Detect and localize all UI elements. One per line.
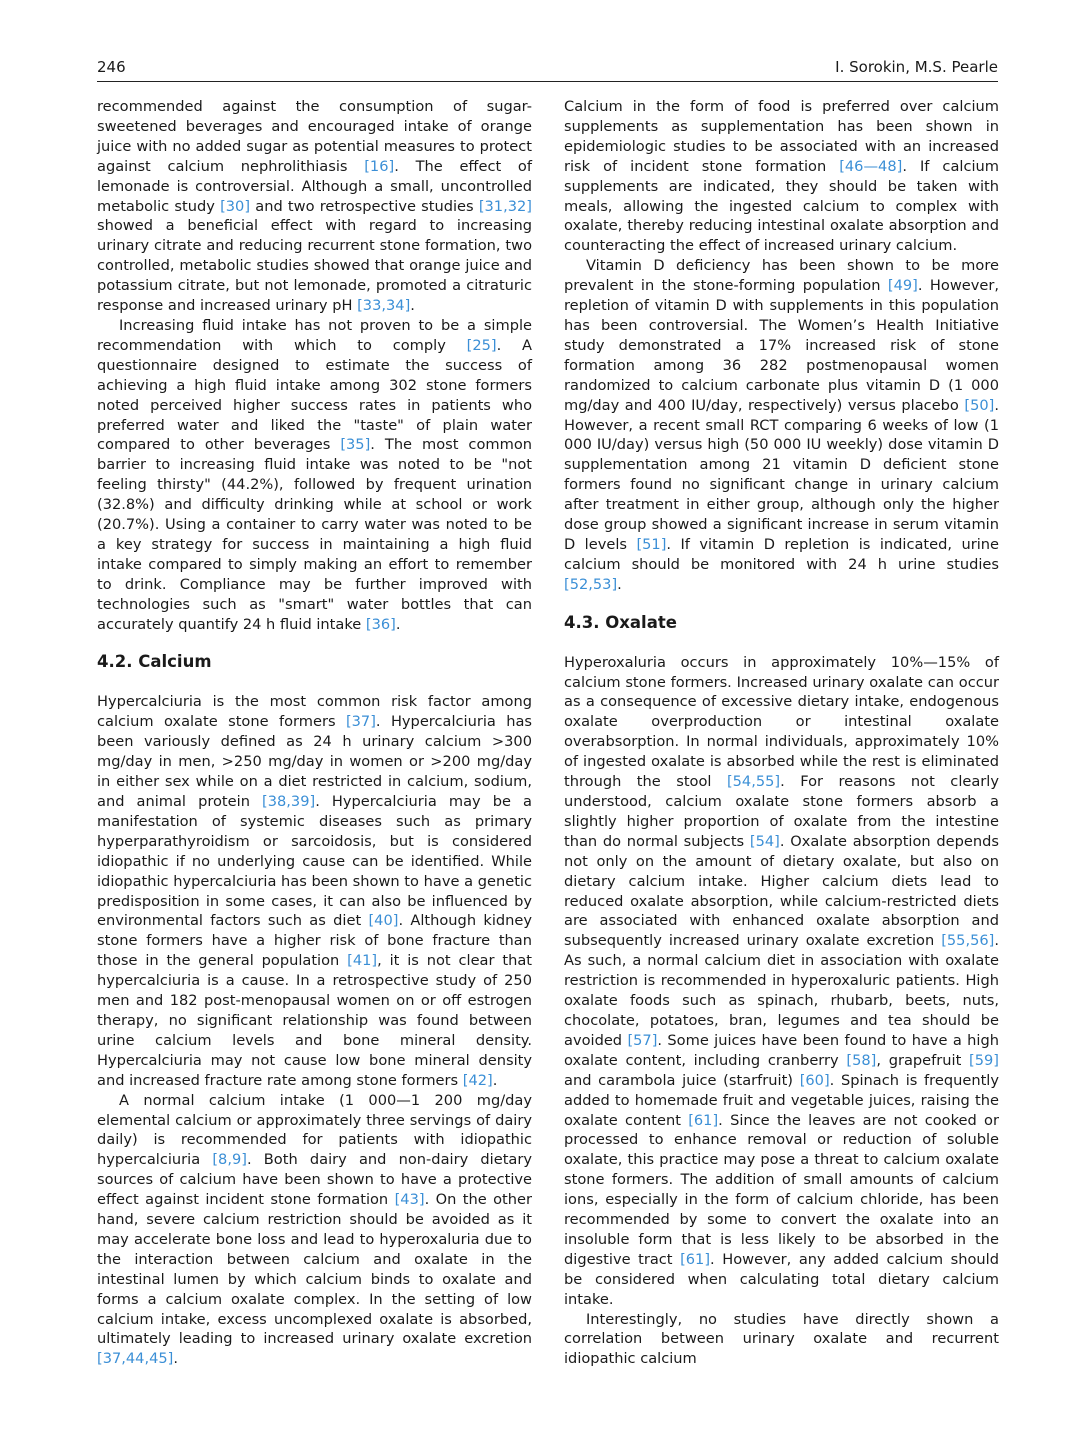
body-text: and two retrospective studies <box>250 197 479 215</box>
citation-link[interactable]: [38,39] <box>262 793 316 810</box>
paragraph <box>97 316 532 635</box>
body-text: Hyperoxaluria occurs in approximately 10%—15% of calcium stone formers. Increased urinary oxalate can occur as a consequence of excessive dietary intake, endogenous oxalate overproduction or intestinal oxalate overabsorption. In normal individuals, approximately 10% of ingested oxalate is absorbed while the rest is eliminated through the stool <box>564 653 999 791</box>
citation-link[interactable]: [16] <box>364 157 395 175</box>
page-header <box>97 58 998 80</box>
citation-link[interactable]: [41] <box>347 952 378 970</box>
body-text: . Some juices have been found to have a high oxalate content, including cranberry <box>564 1031 999 1069</box>
citation-link[interactable]: [58] <box>846 1051 877 1069</box>
citation-link[interactable]: [57] <box>627 1031 658 1049</box>
body-text: . For reasons not clearly understood, calcium oxalate stone formers absorb a slightly higher proportion of oxalate from the intestine than do normal subjects <box>564 773 999 850</box>
page-number: 246 <box>97 58 126 76</box>
citation-link[interactable]: [49] <box>887 277 918 295</box>
body-text: . <box>617 575 622 593</box>
body-text: . <box>395 615 401 633</box>
citation-link[interactable]: [35] <box>340 436 371 454</box>
body-text: . The most common barrier to increasing fluid intake was noted to be "not feeling thirsty" (44.2%), followed by frequent urination (32.8%) and difficulty drinking while at school or work (20.7%). Using a container to carry water was noted to be a key strategy for success in maintaining a high fluid intake compared to simply making an effort to remember to drink. Compliance may be further improved with technologies such as "smart" water bottles that can accurately quantify 24 h fluid intake <box>97 436 532 633</box>
body-text: A normal calcium intake (1 000—1 200 mg/day elemental calcium or approximately three servings of dairy daily) is recommended for patients with idiopathic hypercalciuria <box>97 1091 532 1169</box>
paragraph <box>97 97 532 316</box>
citation-link[interactable]: [36] <box>365 615 396 633</box>
section-heading-oxalate: 4.3. Oxalate <box>564 612 677 632</box>
body-text: . <box>173 1350 179 1368</box>
body-text: . Hypercalciuria has been variously defined as 24 h urinary calcium >300 mg/day in men, >250 mg/day in women or >200 mg/day in either sex while on a diet restricted in calcium, sodium, and animal protein <box>97 713 533 810</box>
paragraph <box>564 1310 999 1370</box>
body-text: . Both dairy and non-dairy dietary sources of calcium have been shown to have a protective effect against incident stone formation <box>97 1151 532 1209</box>
paragraph <box>97 692 532 1090</box>
body-text: , grapefruit <box>876 1051 970 1069</box>
citation-link[interactable]: [25] <box>466 336 497 354</box>
citation-link[interactable]: [30] <box>220 197 251 215</box>
body-text: , it is not clear that hypercalciuria is a cause. In a retrospective study of 250 men and 182 post-menopausal women on or off estrogen therapy, no significant relationship was found between urine calcium levels and bone mineral density. Hypercalciuria may not cause low bone mineral density and increased fracture rate among stone formers <box>97 952 532 1089</box>
running-head: I. Sorokin, M.S. Pearle <box>835 58 998 76</box>
body-text: . As such, a normal calcium diet in association with oxalate restriction is recommended in hyperoxaluric patients. High oxalate foods such as spinach, rhubarb, beets, nuts, chocolate, potatoes, bran, legumes and tea should be avoided <box>564 932 999 1049</box>
body-text: Calcium in the form of food is preferred over calcium supplements as supplementation has been shown in epidemiologic studies to be associated with an increased risk of incident stone formation <box>564 98 999 175</box>
body-text: . The effect of lemonade is controversial. Although a small, uncontrolled metabolic study <box>97 157 532 215</box>
body-text: . Oxalate absorption depends not only on the amount of dietary oxalate, but also on dietary calcium intake. Higher calcium diets lead to reduced oxalate absorption, while calcium-restricted diets are associated with enhanced oxalate absorption and subsequently increased urinary oxalate excretion <box>564 832 999 950</box>
body-text: recommended against the consumption of sugar-sweetened beverages and encouraged intake of orange juice with no added sugar as potential measures to protect against calcium nephrolithiasis <box>97 98 532 175</box>
body-text: . Although kidney stone formers have a higher risk of bone fracture than those in the general population <box>97 912 532 970</box>
paragraph <box>564 653 999 1310</box>
right-column <box>564 97 999 1369</box>
body-text: Hypercalciuria is the most common risk factor among calcium oxalate stone formers <box>97 693 532 731</box>
body-text: . <box>492 1071 498 1089</box>
citation-link[interactable]: [54,55] <box>726 773 781 791</box>
body-text: . <box>410 297 415 315</box>
citation-link[interactable]: [55,56] <box>941 932 995 950</box>
citation-link[interactable]: [8,9] <box>212 1151 247 1169</box>
citation-link[interactable]: [54] <box>749 832 780 850</box>
citation-link[interactable]: [61] <box>680 1250 711 1268</box>
body-text: . However, any added calcium should be considered when calculating total dietary calcium intake. <box>564 1250 999 1308</box>
citation-link[interactable]: [42] <box>462 1071 493 1089</box>
citation-link[interactable]: [60] <box>799 1071 830 1089</box>
citation-link[interactable]: [51] <box>636 535 667 553</box>
citation-link[interactable]: [50] <box>964 396 995 414</box>
body-text: . Hypercalciuria may be a manifestation of systemic diseases such as primary hyperparathyroidism or sarcoidosis, but is considered idiopathic if no underlying cause can be identified. While idiopathic hypercalciuria has been shown to have a genetic predisposition in some cases, it can also be influenced by environmental factors such as diet <box>97 793 532 930</box>
body-text: . If calcium supplements are indicated, they should be taken with meals, allowing the ingested calcium to complex with oxalate, thereby reducing intestinal oxalate absorption and counteracting the effect of increased urinary calcium. <box>564 157 999 255</box>
citation-link[interactable]: [31,32] <box>478 197 532 215</box>
citation-link[interactable]: [46—48] <box>839 157 903 175</box>
body-text: Vitamin D deficiency has been shown to be more prevalent in the stone-forming population <box>564 257 999 295</box>
citation-link[interactable]: [40] <box>368 912 399 930</box>
header-rule <box>97 81 998 82</box>
body-text: and carambola juice (starfruit) <box>564 1071 800 1089</box>
paragraph <box>564 256 999 594</box>
citation-link[interactable]: [43] <box>394 1191 425 1209</box>
body-text: . If vitamin D repletion is indicated, urine calcium should be monitored with 24 h urine studies <box>564 535 999 573</box>
body-text: Increasing fluid intake has not proven to be a simple recommendation with which to comply <box>97 316 532 354</box>
body-text: showed a beneficial effect with regard to increasing urinary citrate and reducing recurrent stone formation, two controlled, metabolic studies showed that orange juice and potassium citrate, but not lemonade, promoted a citraturic response and increased urinary pH <box>97 217 532 315</box>
paragraph <box>97 1091 532 1370</box>
body-text: . Spinach is frequently added to homemade fruit and vegetable juices, raising the oxalate content <box>564 1071 999 1129</box>
body-text: . However, repletion of vitamin D with supplements in this population has been controversial. The Women’s Health Initiative study demonstrated a 17% increased risk of stone formation among 36 282 postmenopausal women randomized to calcium carbonate plus vitamin D (1 000 mg/day and 400 IU/day, respectively) versus placebo <box>564 277 999 414</box>
body-text: . A questionnaire designed to estimate the success of achieving a high fluid intake among 302 stone formers noted perceived higher success rates in patients who preferred water and liked the "taste" of plain water compared to other beverages <box>97 336 533 454</box>
body-text: . Since the leaves are not cooked or processed to enhance removal or reduction of soluble oxalate, this practice may pose a threat to calcium oxalate stone formers. The addition of small amounts of calcium ions, especially in the form of calcium chloride, has been recommended by some to convert the oxalate into an insoluble form that is less likely to be absorbed in the digestive tract <box>564 1111 999 1268</box>
body-text: . On the other hand, severe calcium restriction should be avoided as it may accelerate bone loss and lead to hyperoxaluria due to the interaction between calcium and oxalate in the intestinal lumen by which calcium binds to oxalate and forms a calcium oxalate complex. In the setting of low calcium intake, excess uncomplexed oxalate is absorbed, ultimately leading to increased urinary oxalate excretion <box>97 1191 532 1348</box>
citation-link[interactable]: [61] <box>688 1111 719 1129</box>
citation-link[interactable]: [37,44,45] <box>97 1350 174 1368</box>
citation-link[interactable]: [33,34] <box>357 297 411 315</box>
body-text: Interestingly, no studies have directly shown a correlation between urinary oxalate and recurrent idiopathic calcium <box>564 1310 999 1368</box>
body-text: . However, a recent small RCT comparing 6 weeks of low (1 000 IU/day) versus high (50 000 IU weekly) dose vitamin D supplementation among 21 vitamin D deficient stone formers found no significant change in urinary calcium after treatment in either group, although only the higher dose group showed a significant increase in serum vitamin D levels <box>564 396 999 553</box>
citation-link[interactable]: [37] <box>345 713 376 731</box>
paragraph <box>564 97 999 256</box>
section-heading-calcium: 4.2. Calcium <box>97 652 212 672</box>
citation-link[interactable]: [52,53] <box>564 575 618 593</box>
left-column <box>97 97 532 1369</box>
citation-link[interactable]: [59] <box>969 1051 999 1069</box>
